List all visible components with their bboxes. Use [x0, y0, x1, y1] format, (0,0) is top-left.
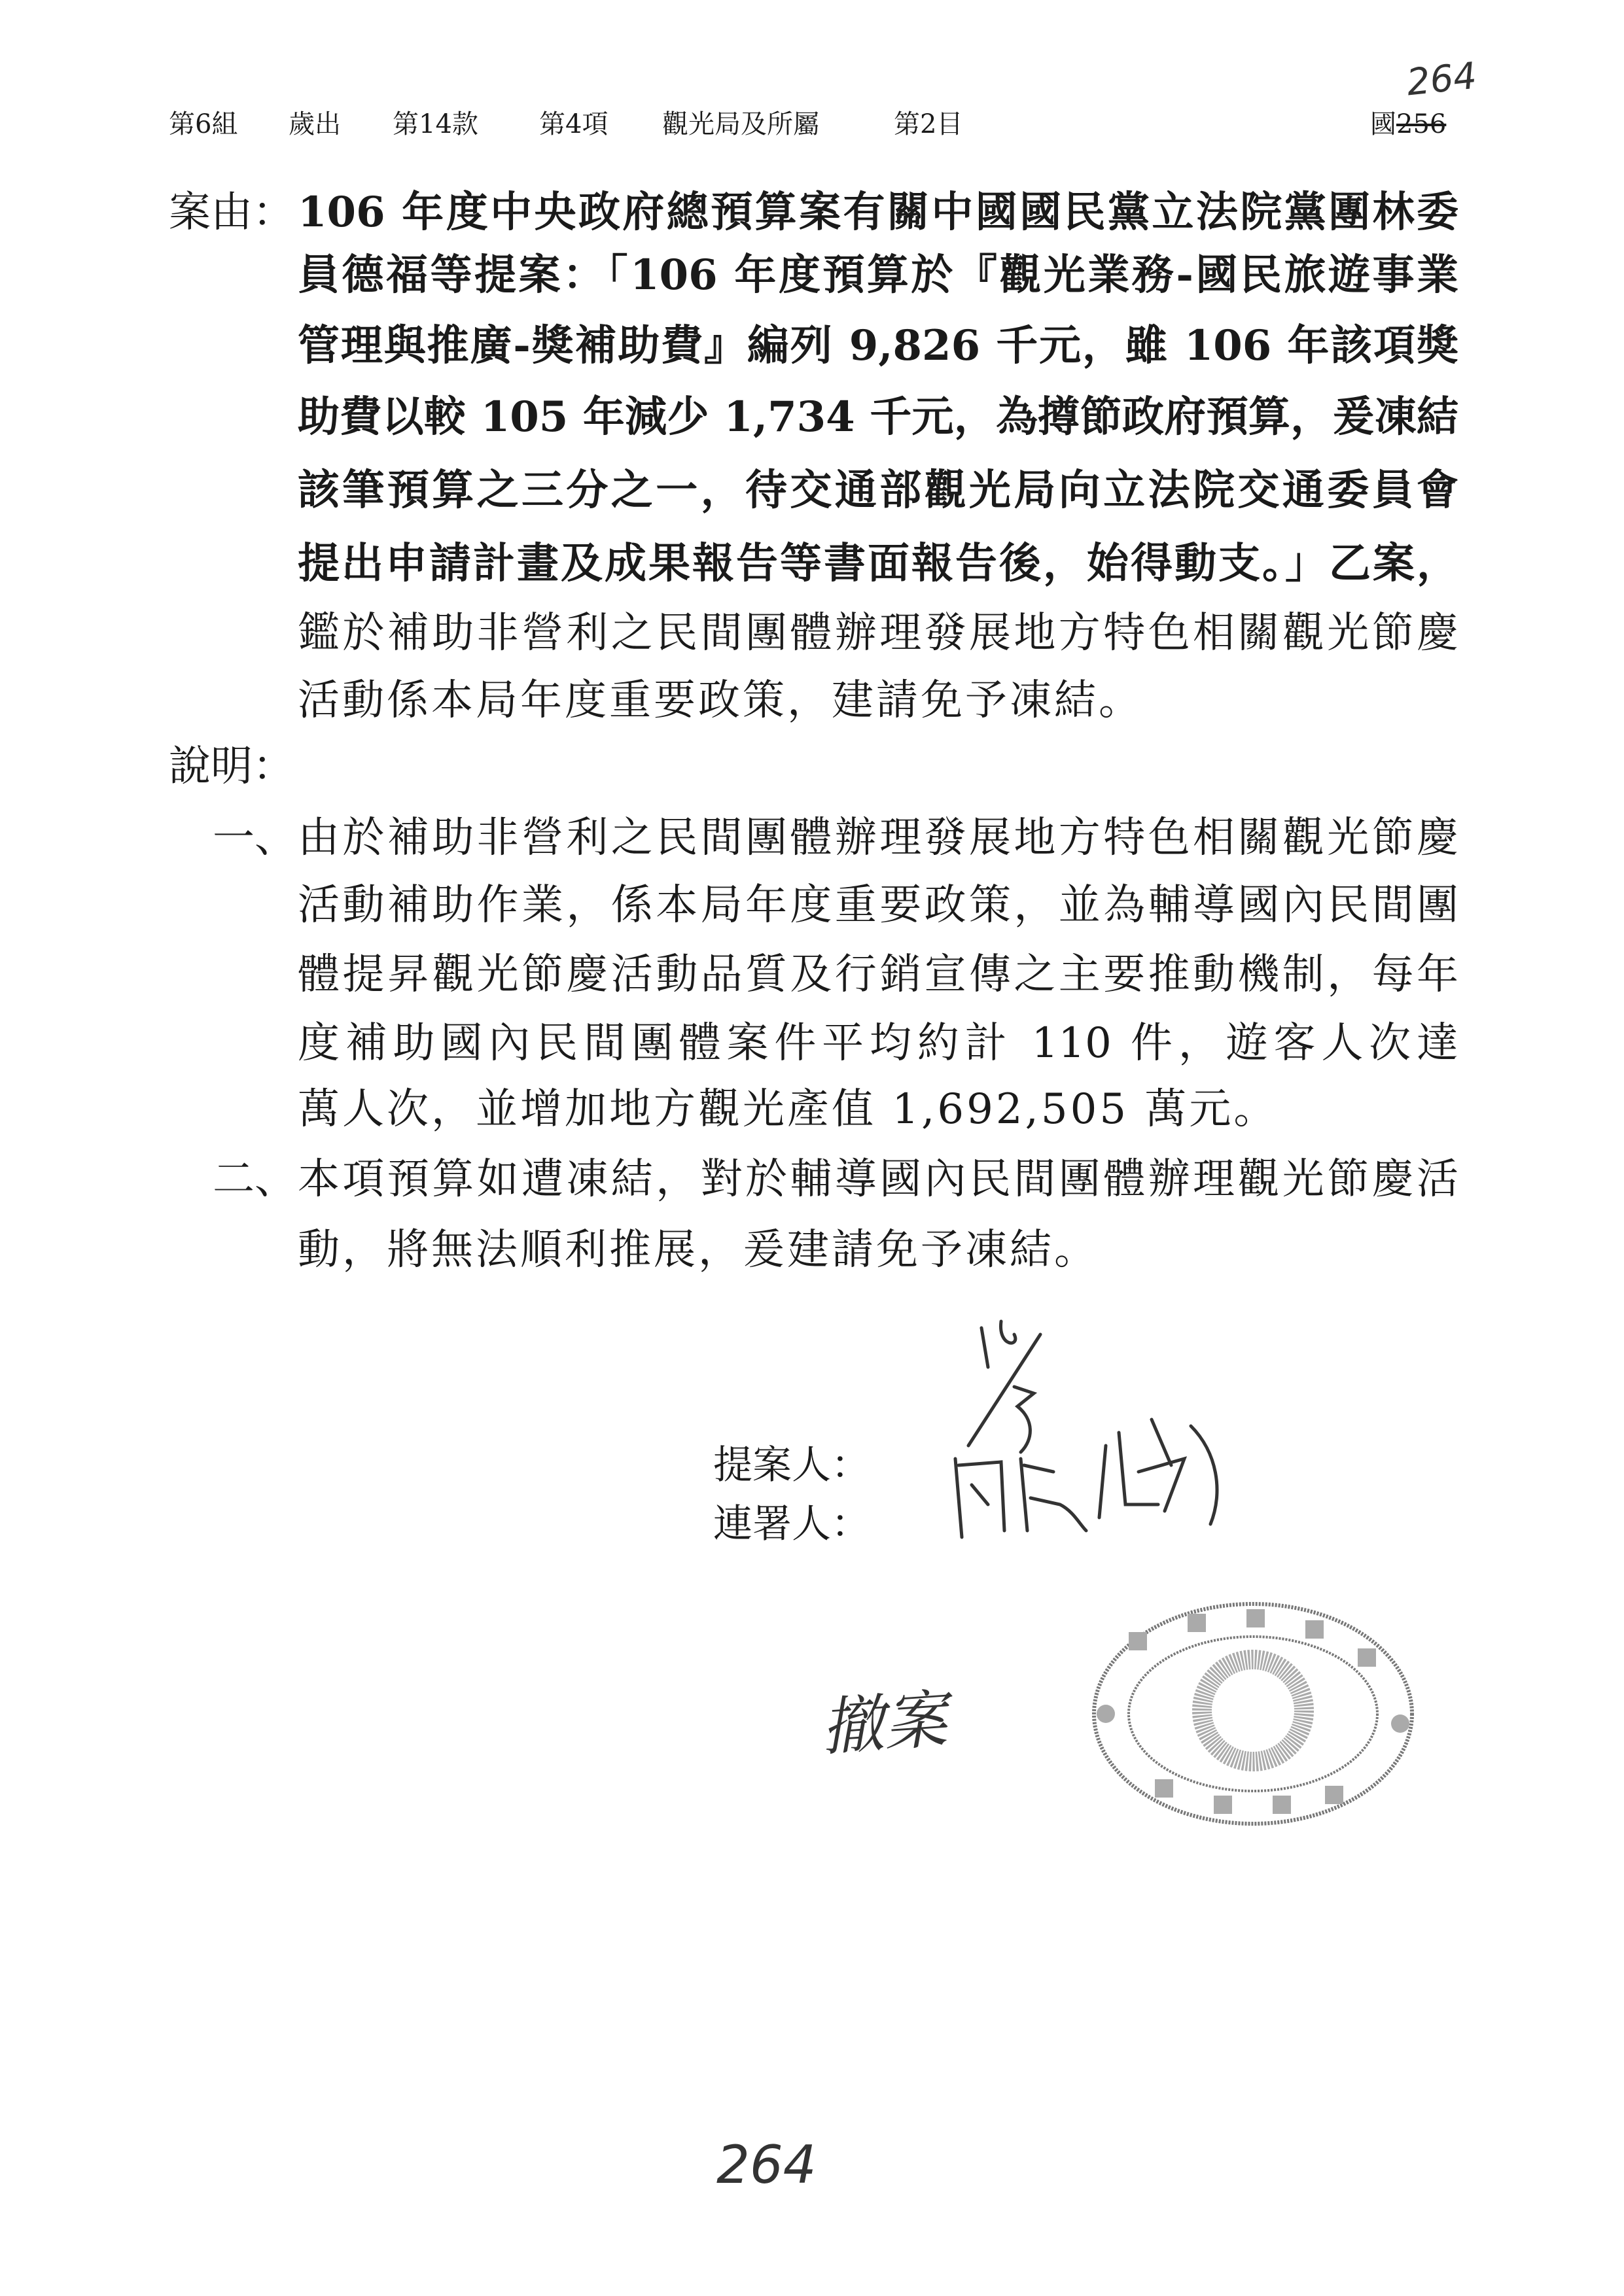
case-label: 案由：	[169, 188, 294, 237]
explanation-line: 本項預算如遭凍結，對於輔導國內民間團體辦理觀光節慶活	[298, 1155, 1458, 1204]
case-line: 鑑於補助非營利之民間團體辦理發展地方特色相關觀光節慶	[298, 609, 1458, 657]
item-marker: 一、	[213, 814, 296, 862]
header-category: 歲出	[289, 109, 341, 139]
footer-page-number: 264	[716, 2134, 817, 2195]
page-number-old: 256	[1396, 109, 1447, 139]
page-number	[1370, 108, 1446, 141]
explanation-line: 體提昇觀光節慶活動品質及行銷宣傳之主要推動機制，每年	[298, 950, 1458, 999]
header-group: 第6組	[169, 109, 238, 139]
header-item: 第4項	[539, 109, 609, 139]
proposer-label: 提案人：	[713, 1442, 870, 1488]
handwritten-withdrawn-note: 撤案	[819, 1682, 949, 1765]
cosigner-label: 連署人：	[713, 1501, 870, 1547]
explanation-line: 動，將無法順利推展，爰建請免予凍結。	[298, 1226, 1099, 1274]
case-line: 該筆預算之三分之一，待交通部觀光局向立法院交通委員會	[298, 466, 1458, 515]
header-subitem: 第2目	[894, 109, 963, 139]
explanation-line: 萬人次，並增加地方觀光產值 1,692,505 萬元。	[298, 1085, 1279, 1134]
handwritten-signature	[942, 1308, 1282, 1544]
explanation-label: 說明：	[169, 742, 294, 791]
header-section: 第14款	[393, 109, 478, 139]
case-line: 活動係本局年度重要政策，建請免予凍結。	[298, 676, 1143, 725]
page-prefix: 國	[1370, 109, 1396, 139]
explanation-line: 活動補助作業，係本局年度重要政策，並為輔導國內民間團	[298, 881, 1458, 930]
handwritten-page-number: 264	[1404, 54, 1479, 105]
case-line: 106 年度中央政府總預算案有關中國國民黨立法院黨團林委	[298, 188, 1458, 237]
case-line: 員德福等提案：「106 年度預算於『觀光業務-國民旅遊事業	[298, 251, 1458, 300]
explanation-line: 度補助國內民間團體案件平均約計 110 件，遊客人次達	[298, 1019, 1458, 1068]
explanation-line: 由於補助非營利之民間團體辦理發展地方特色相關觀光節慶	[298, 814, 1458, 862]
case-line: 助費以較 105 年減少 1,734 千元，為撙節政府預算，爰凍結	[298, 392, 1458, 442]
header-agency: 觀光局及所屬	[662, 109, 819, 139]
case-line: 管理與推廣-獎補助費』編列 9,826 千元，雖 106 年該項獎	[298, 321, 1458, 370]
official-seal	[1089, 1599, 1417, 1828]
case-line: 提出申請計畫及成果報告等書面報告後，始得動支。」乙案，	[298, 539, 1458, 588]
item-marker: 二、	[213, 1155, 296, 1204]
